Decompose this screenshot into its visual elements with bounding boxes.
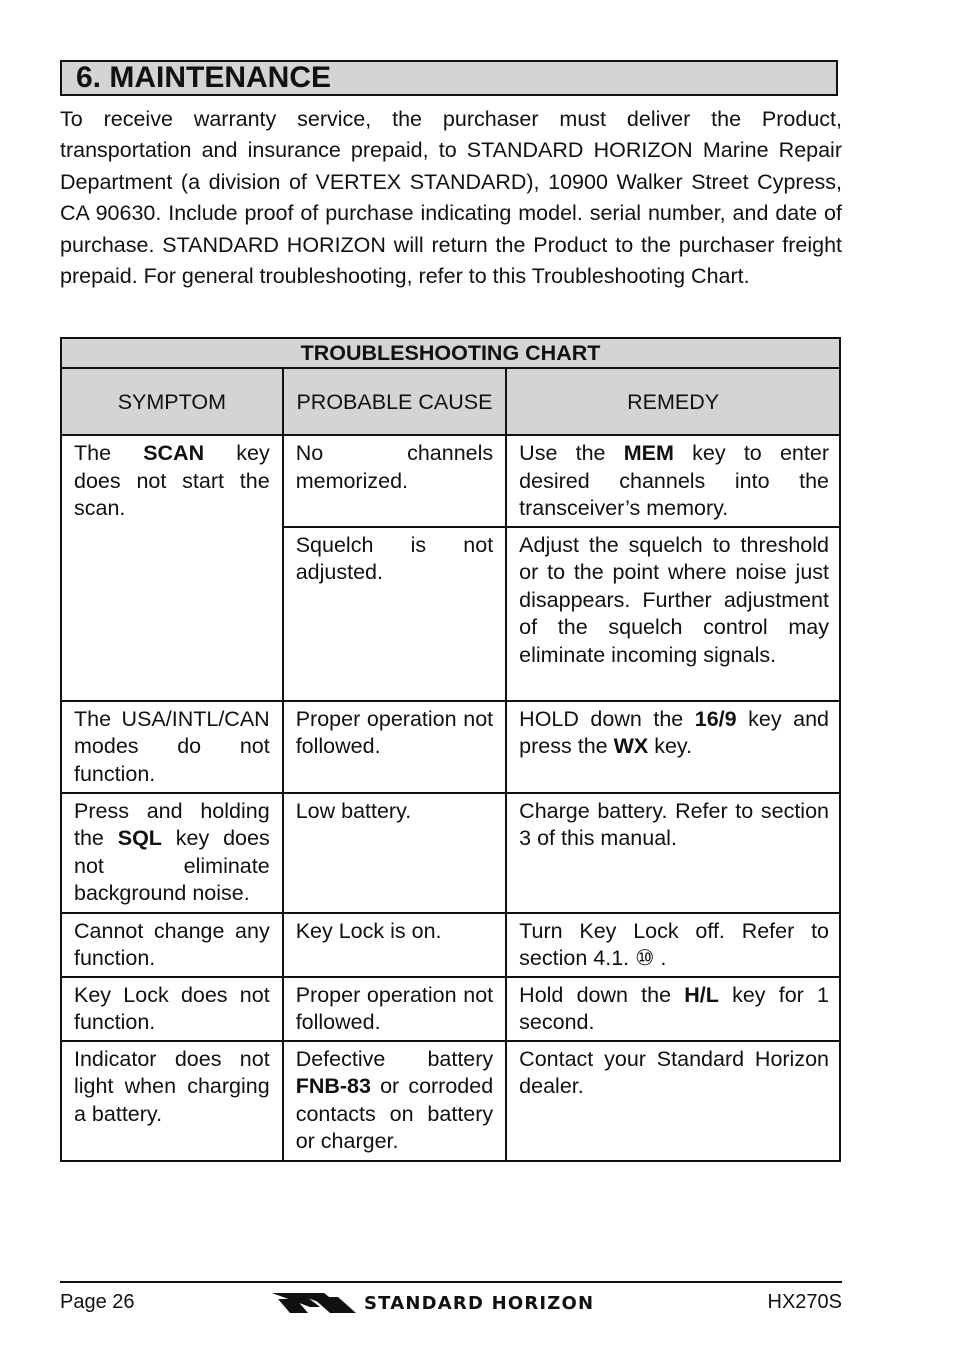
cause-cell: No channels memorized. [283, 435, 506, 527]
16-9-key-label: 16/9 [694, 706, 737, 731]
cause-cell: Proper operation not followed. [283, 977, 506, 1041]
table-row [61, 435, 840, 527]
remedy-cell: Turn Key Lock off. Refer to section 4.1. ⑩ . [506, 913, 840, 977]
cause-cell: Proper operation not followed. [283, 701, 506, 793]
remedy-cell: Contact your Standard Horizon dealer. [506, 1041, 840, 1161]
symptom-cell: The USA/INTL/CAN modes do not function. [61, 701, 283, 793]
h-l-key-label: H/L [684, 982, 719, 1007]
standard-horizon-logo [272, 1288, 594, 1318]
remedy-cell: Charge battery. Refer to section 3 of this manual. [506, 793, 840, 913]
column-header-probable-cause: PROBABLE CAUSE [283, 368, 506, 435]
footer-divider [60, 1281, 842, 1283]
battery-model-label: FNB-83 [295, 1074, 371, 1098]
cause-cell: Low battery. [283, 793, 506, 913]
cause-cell: Defective battery FNB-83 or corroded contacts on battery or charger. [283, 1041, 506, 1161]
column-header-remedy: REMEDY [506, 368, 840, 435]
table-row [61, 793, 840, 913]
troubleshooting-table [60, 337, 841, 1162]
column-header-symptom: SYMPTOM [61, 368, 283, 435]
brand-name: STANDARD HORIZON [364, 1292, 595, 1314]
sql-key-label: SQL [117, 826, 162, 850]
table-row [61, 913, 840, 977]
table-title: TROUBLESHOOTING CHART [61, 338, 840, 368]
wave-logo-icon [272, 1291, 356, 1315]
table-row [61, 977, 840, 1041]
cause-cell: Squelch is not adjusted. [283, 527, 506, 701]
symptom-cell: Key Lock does not function. [61, 977, 283, 1041]
scan-key-label: SCAN [143, 441, 205, 465]
page-number: Page 26 [60, 1291, 135, 1313]
table-row [61, 1041, 840, 1161]
remedy-cell: Hold down the H/L key for 1 second. [506, 977, 840, 1041]
symptom-cell: The SCAN key does not start the scan. [61, 435, 283, 701]
mem-key-label: MEM [623, 441, 674, 465]
remedy-cell: Use the MEM key to enter desired channels into the transceiver’s memory. [506, 435, 840, 527]
remedy-cell: Adjust the squelch to threshold or to the point where noise just disappears. Further adjustment of the squelch control may eliminate incoming signals. [506, 527, 840, 701]
remedy-cell: HOLD down the 16/9 key and press the WX key. [506, 701, 840, 793]
wx-key-label: WX [613, 734, 649, 758]
table-row [61, 701, 840, 793]
model-number: HX270S [767, 1291, 842, 1313]
symptom-cell: Press and holding the SQL key does not eliminate background noise. [61, 793, 283, 913]
cause-cell: Key Lock is on. [283, 913, 506, 977]
section-title: 6. MAINTENANCE [60, 60, 838, 96]
symptom-cell: Cannot change any function. [61, 913, 283, 977]
intro-paragraph: To receive warranty service, the purchaser must deliver the Product, transportation and insurance prepaid, to STANDARD HORIZON Marine Repair Department (a division of VERTEX STANDARD), 10900 Walker Street Cypress, CA 90630. Include proof of purchase indicating model. serial number, and date of purchase. STANDARD HORIZON will return the Product to the purchaser freight prepaid. For general troubleshooting, refer to this Troubleshooting Chart. [60, 107, 842, 289]
symptom-cell: Indicator does not light when charging a battery. [61, 1041, 283, 1161]
